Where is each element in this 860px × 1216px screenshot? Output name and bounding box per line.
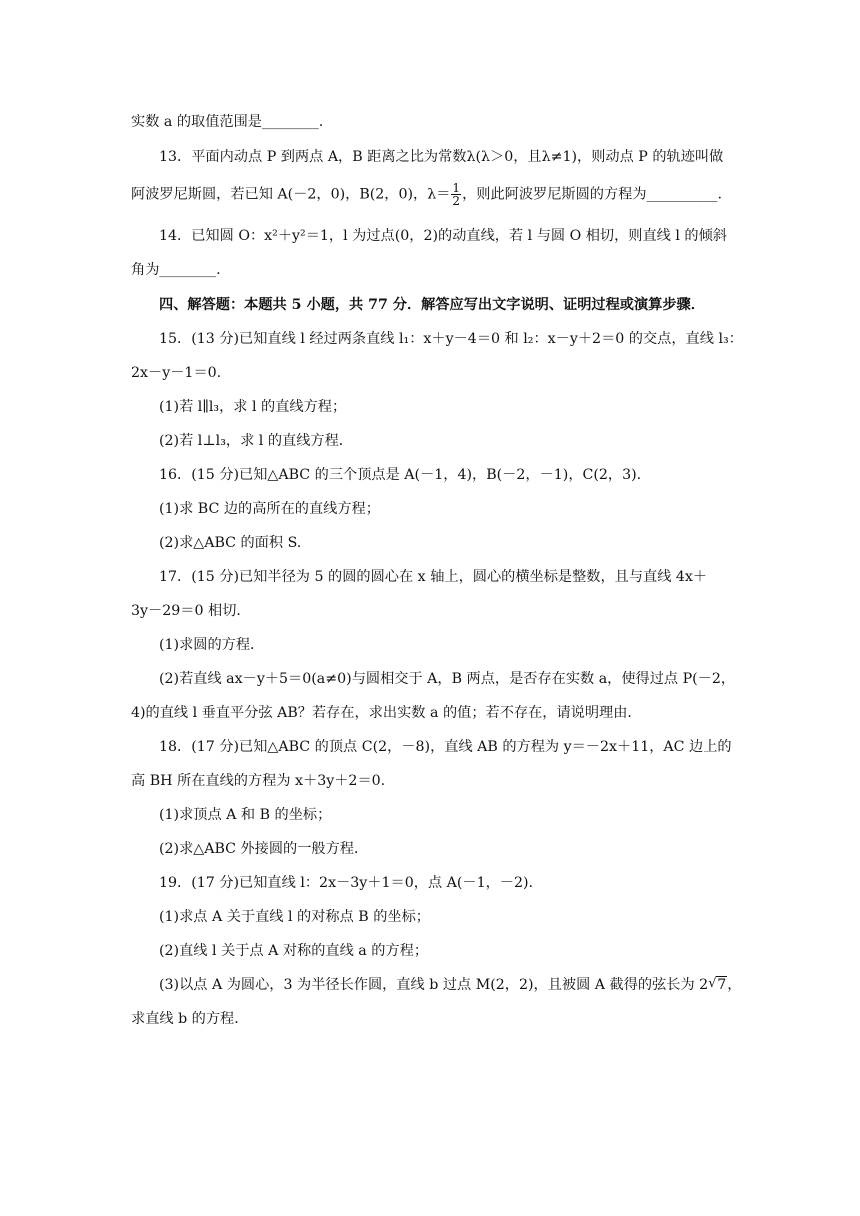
fraction-numerator: 1	[452, 181, 461, 195]
question-15-line-2: 2x－y－1＝0.	[131, 365, 222, 381]
fraction	[451, 182, 461, 207]
text-segment: 阿波罗尼斯圆，若已知 A(－2，0)，B(2，0)，λ＝	[131, 186, 451, 203]
text-segment: ，	[727, 977, 742, 993]
question-19-part-3-line-2: 求直线 b 的方程．	[131, 1011, 249, 1027]
question-17-part-2-line-2: 4)的直线 l 垂直平分弦 AB？若存在，求出实数 a 的值；若不存在，请说明理由．	[131, 705, 642, 721]
text-segment: (3)以点 A 为圆心，3 为半径长作圆，直线 b 过点 M(2，2)，且被圆 A 截得的弦长为 2	[159, 977, 709, 993]
question-18-line-2: 高 BH 所在直线的方程为 x＋3y＋2＝0.	[131, 773, 386, 789]
question-13-line-1: 13．平面内动点 P 到两点 A，B 距离之比为常数λ(λ＞0，且λ≠1)，则动点 P 的轨迹叫做	[159, 149, 724, 165]
question-15-part-1: (1)若 l∥l₃，求 l 的直线方程；	[159, 399, 347, 415]
fraction-denominator: 2	[452, 194, 461, 208]
question-13-line-2	[131, 182, 722, 207]
question-17-line-1: 17．(15 分)已知半径为 5 的圆的圆心在 x 轴上，圆心的横坐标是整数，且与直线 4x＋	[159, 569, 708, 585]
question-17-part-1: (1)求圆的方程．	[159, 637, 265, 653]
question-19-part-3-line-1	[159, 975, 741, 995]
question-16-part-2: (2)求△ABC 的面积 S.	[159, 535, 302, 551]
section-heading: 四、解答题：本题共 5 小题，共 77 分．解答应写出文字说明、证明过程或演算步骤．	[159, 297, 705, 313]
question-19-part-1: (1)求点 A 关于直线 l 的对称点 B 的坐标；	[159, 909, 430, 925]
square-root	[708, 975, 727, 995]
question-19-line-1: 19．(17 分)已知直线 l：2x－3y＋1＝0，点 A(－1，－2).	[159, 875, 534, 891]
question-14-line-1: 14．已知圆 O：x²＋y²＝1，l 为过点(0，2)的动直线，若 l 与圆 O 相切，则直线 l 的倾斜	[159, 228, 727, 244]
question-16-line-1: 16．(15 分)已知△ABC 的三个顶点是 A(－1，4)，B(－2，－1)，C(2，3).	[159, 467, 642, 483]
radicand: 7	[717, 977, 727, 993]
question-18-part-1: (1)求顶点 A 和 B 的坐标；	[159, 807, 332, 823]
question-17-line-2: 3y－29＝0 相切．	[131, 603, 251, 619]
text-line: 实数 a 的取值范围是________.	[131, 114, 324, 130]
question-18-part-2: (2)求△ABC 外接圆的一般方程．	[159, 841, 369, 857]
text-segment: ，则此阿波罗尼斯圆的方程为__________.	[462, 186, 722, 203]
question-17-part-2-line-1: (2)若直线 ax－y＋5＝0(a≠0)与圆相交于 A，B 两点，是否存在实数 a，使得过点 P(－2，	[159, 671, 736, 687]
question-14-line-2: 角为________.	[131, 262, 221, 278]
question-18-line-1: 18．(17 分)已知△ABC 的顶点 C(2，－8)，直线 AB 的方程为 y＝－2x＋11，AC 边上的	[159, 739, 732, 755]
question-15-part-2: (2)若 l⊥l₃，求 l 的直线方程．	[159, 433, 353, 449]
question-19-part-2: (2)直线 l 关于点 A 对称的直线 a 的方程；	[159, 943, 429, 959]
radical-sign: √	[708, 976, 717, 991]
question-16-part-1: (1)求 BC 边的高所在的直线方程；	[159, 501, 380, 517]
question-15-line-1: 15．(13 分)已知直线 l 经过两条直线 l₁：x＋y－4＝0 和 l₂：x－y＋2＝0 的交点，直线 l₃：	[159, 331, 743, 347]
